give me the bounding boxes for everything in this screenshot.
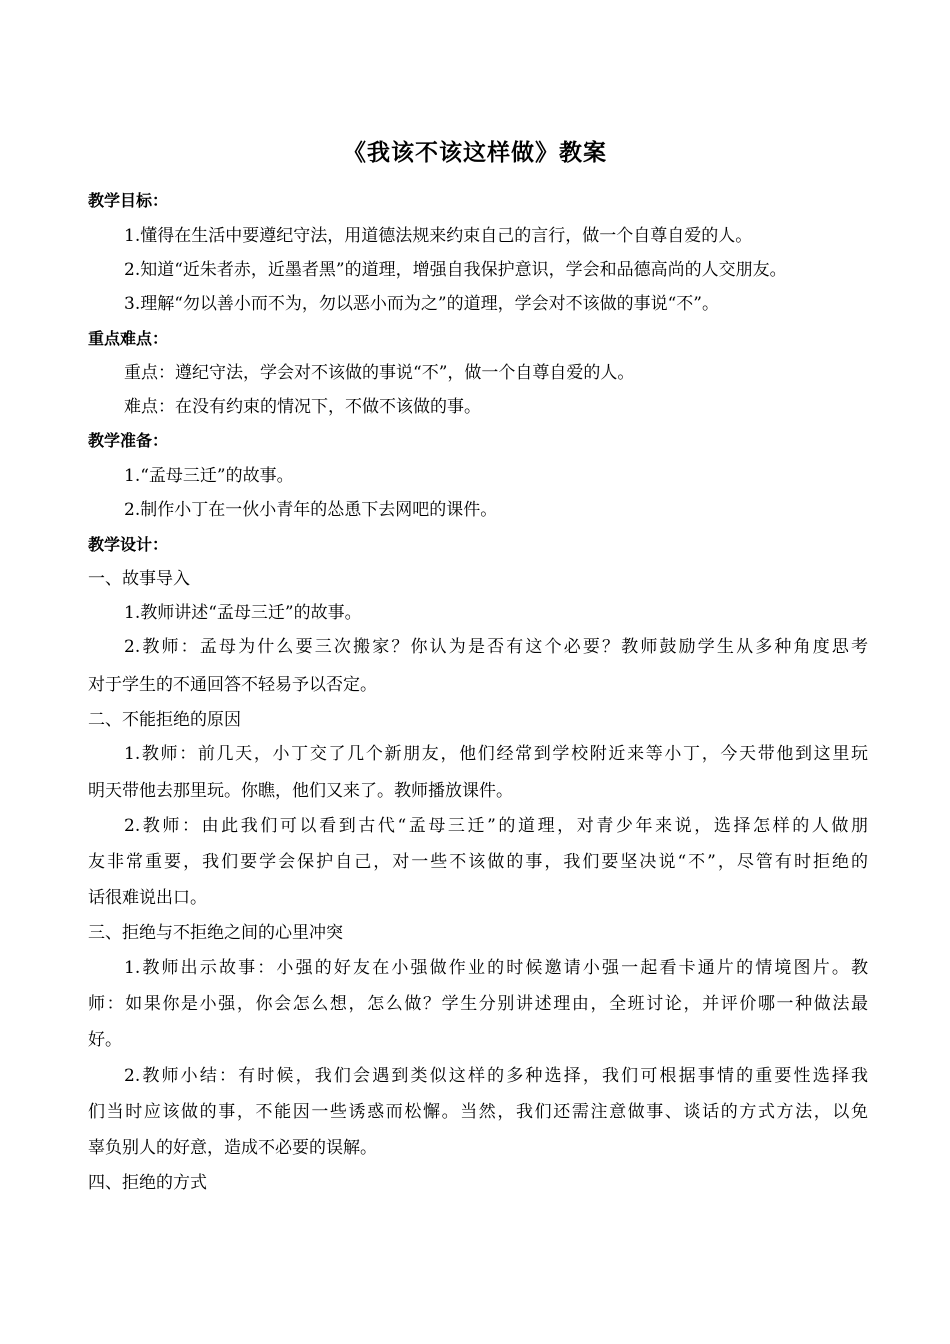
- part1-paragraph-line: 2.教师：孟母为什么要三次搬家？你认为是否有这个必要？教师鼓励学生从多种角度思考: [124, 637, 868, 657]
- objective-item: 2.知道“近朱者赤，近墨者黑”的道理，增强自我保护意识，学会和品德高尚的人交朋友。: [124, 260, 787, 280]
- objective-item: 3.理解“勿以善小而不为，勿以恶小而为之”的道理，学会对不该做的事说“不”。: [124, 294, 719, 314]
- part3-paragraph-line: 好。: [88, 1030, 122, 1050]
- preparation-item: 1.“孟母三迁”的故事。: [124, 466, 294, 486]
- part3-paragraph-line: 1.教师出示故事：小强的好友在小强做作业的时候邀请小强一起看卡通片的情境图片。教: [124, 958, 868, 978]
- part2-title: 二、不能拒绝的原因: [88, 710, 241, 730]
- part1-item: 1.教师讲述“孟母三迁”的故事。: [124, 603, 362, 623]
- objectives-heading: 教学目标：: [88, 191, 169, 210]
- part2-paragraph-line: 话很难说出口。: [88, 888, 207, 908]
- part3-paragraph-line: 们当时应该做的事，不能因一些诱惑而松懈。当然，我们还需注意做事、谈话的方式方法，以免: [88, 1102, 868, 1122]
- part3-paragraph-line: 师：如果你是小强，你会怎么想，怎么做？学生分别讲述理由，全班讨论，并评价哪一种做法最: [88, 994, 868, 1014]
- document-title: 《我该不该这样做》教案: [343, 140, 607, 166]
- part1-paragraph-line: 对于学生的不通回答不轻易予以否定。: [88, 675, 377, 695]
- part3-paragraph-line: 辜负别人的好意，造成不必要的误解。: [88, 1138, 377, 1158]
- difficult-point: 难点：在没有约束的情况下，不做不该做的事。: [124, 397, 481, 417]
- part2-paragraph-line: 1.教师：前几天，小丁交了几个新朋友，他们经常到学校附近来等小丁，今天带他到这里玩: [124, 744, 868, 764]
- preparation-heading: 教学准备：: [88, 431, 169, 450]
- objective-item: 1.懂得在生活中要遵纪守法，用道德法规来约束自己的言行，做一个自尊自爱的人。: [124, 226, 753, 246]
- part2-paragraph-line: 2.教师：由此我们可以看到古代“孟母三迁”的道理，对青少年来说，选择怎样的人做朋: [124, 816, 868, 836]
- key-points-heading: 重点难点：: [88, 329, 169, 348]
- part3-title: 三、拒绝与不拒绝之间的心里冲突: [88, 923, 343, 943]
- part3-paragraph-line: 2.教师小结：有时候，我们会遇到类似这样的多种选择，我们可根据事情的重要性选择我: [124, 1066, 868, 1086]
- preparation-item: 2.制作小丁在一伙小青年的怂恿下去网吧的课件。: [124, 500, 498, 520]
- part2-paragraph-line: 明天带他去那里玩。你瞧，他们又来了。教师播放课件。: [88, 781, 513, 801]
- part1-title: 一、故事导入: [88, 569, 190, 589]
- key-point: 重点：遵纪守法，学会对不该做的事说“不”，做一个自尊自爱的人。: [124, 363, 635, 383]
- part2-paragraph-line: 友非常重要，我们要学会保护自己，对一些不该做的事，我们要坚决说“不”，尽管有时拒绝的: [88, 852, 868, 872]
- design-heading: 教学设计：: [88, 535, 169, 554]
- part4-title: 四、拒绝的方式: [88, 1173, 207, 1193]
